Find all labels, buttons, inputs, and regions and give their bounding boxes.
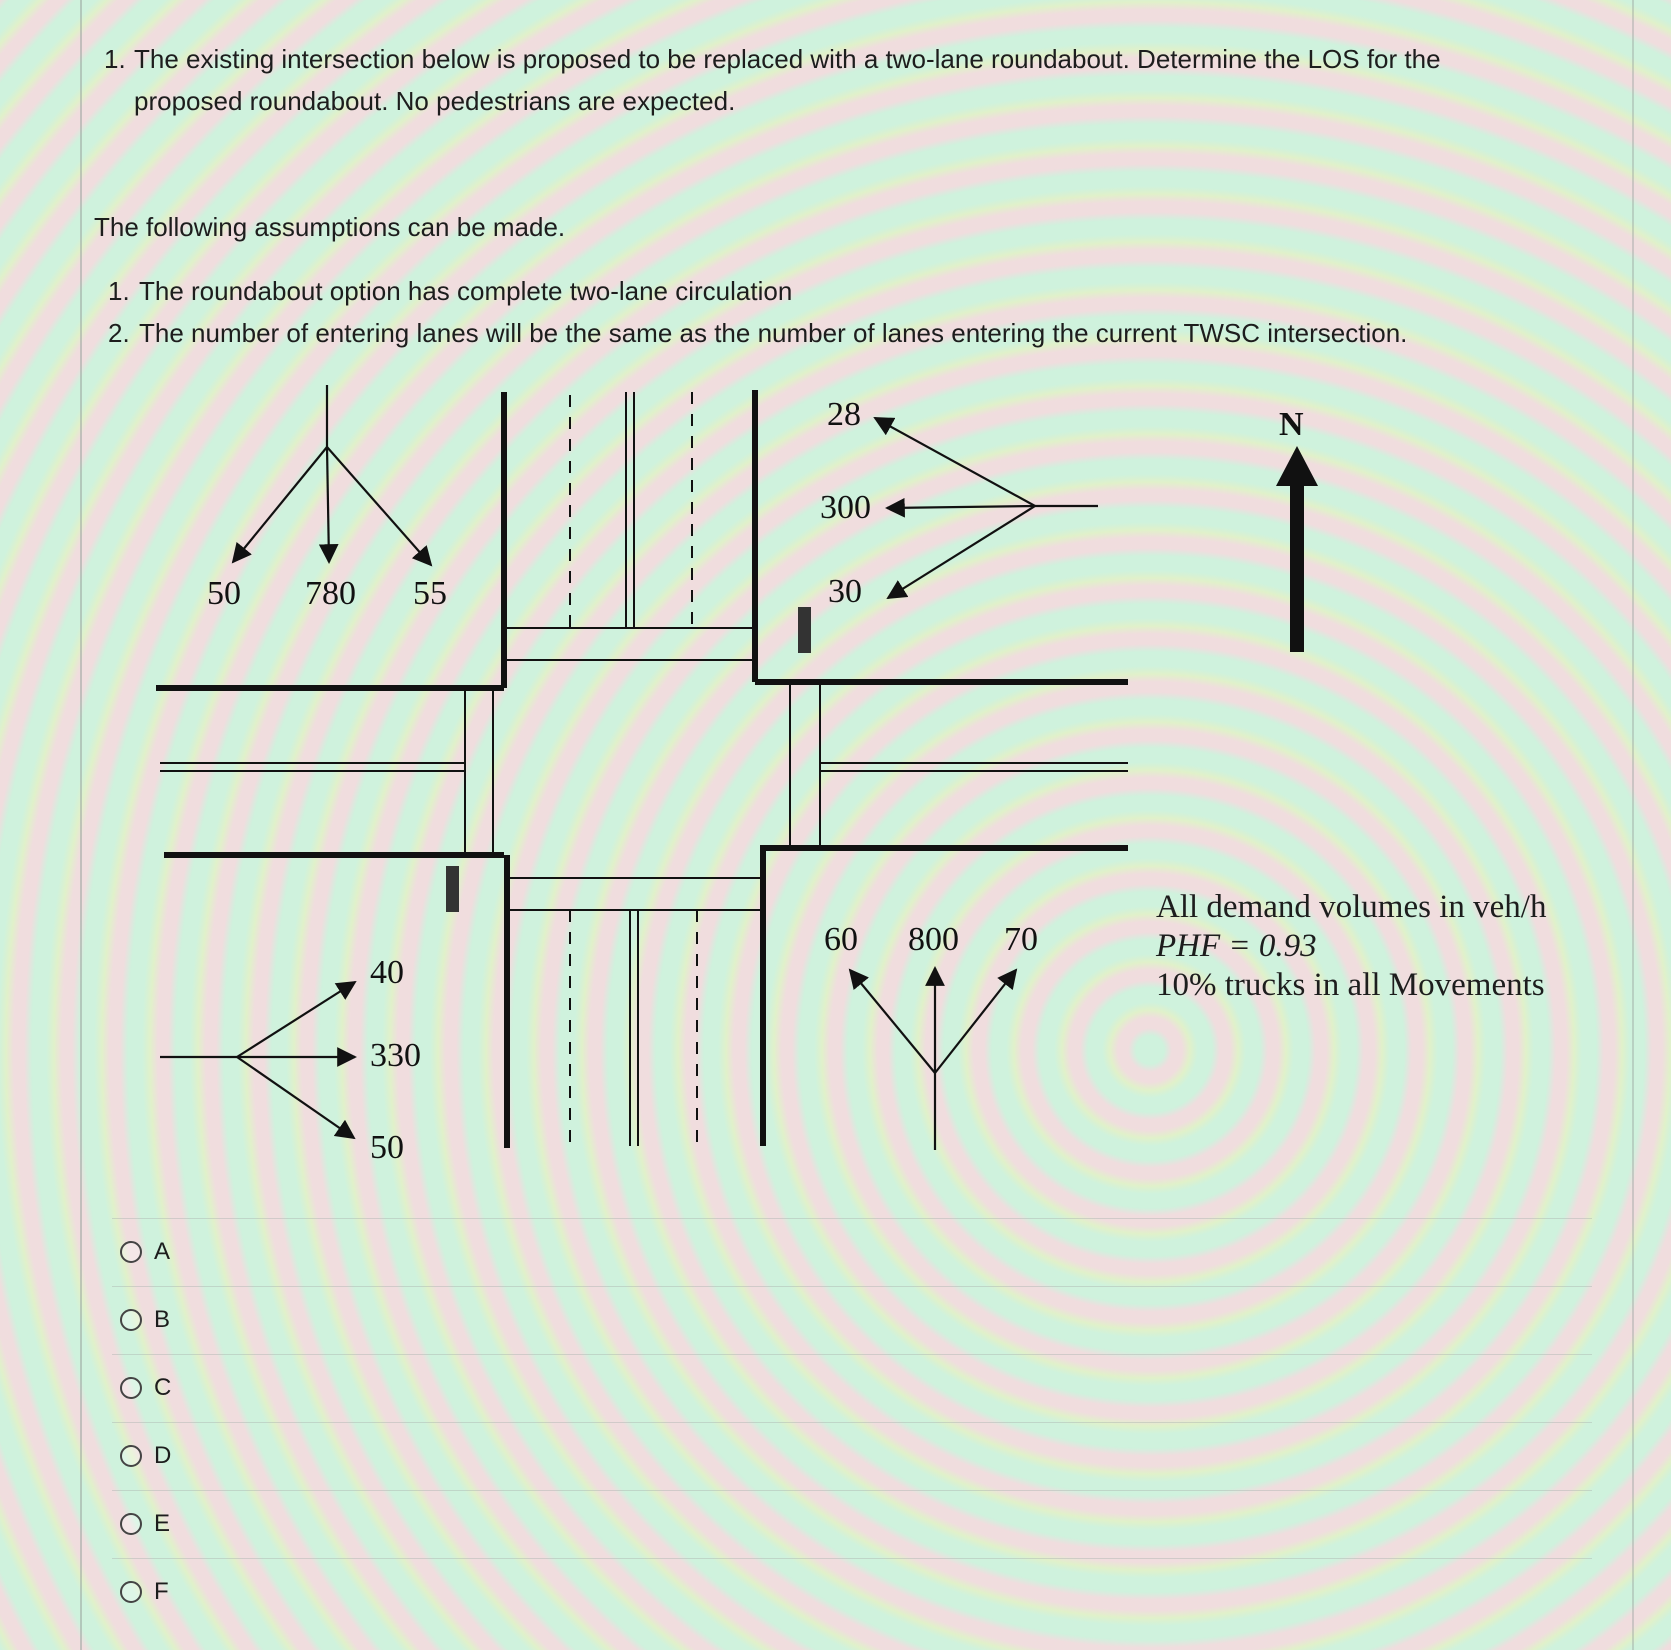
option-label: E: [154, 1510, 171, 1537]
southbound-left-arrow: [327, 447, 431, 565]
assumption-2-number: 2.: [108, 318, 130, 348]
northbound-right-volume: 70: [1004, 921, 1038, 958]
southbound-through-volume: 780: [305, 575, 356, 612]
northbound-movement-arrows: [850, 968, 1016, 1150]
westbound-through-volume: 300: [820, 489, 871, 526]
north-label: N: [1279, 406, 1304, 443]
southbound-right-arrow: [233, 447, 327, 562]
answer-option-e[interactable]: [112, 1490, 1592, 1557]
road-geometry: [156, 390, 1128, 1148]
westbound-right-volume: 28: [827, 396, 861, 433]
north-arrow-icon: [1276, 446, 1318, 652]
westbound-left-arrow: [888, 506, 1035, 598]
answer-option-d[interactable]: [112, 1422, 1592, 1489]
notes-phf: PHF = 0.93: [1156, 928, 1317, 964]
radio-icon[interactable]: [120, 1445, 142, 1467]
assumptions-intro: The following assumptions can be made.: [94, 212, 566, 242]
option-label: D: [154, 1442, 172, 1469]
eastbound-movement-arrows: [160, 982, 355, 1138]
westbound-through-arrow: [887, 506, 1035, 508]
option-label: F: [154, 1578, 169, 1605]
stop-sign-northeast: [798, 607, 811, 653]
northbound-left-arrow: [850, 970, 935, 1073]
westbound-left-volume: 30: [828, 573, 862, 610]
notes-trucks: 10% trucks in all Movements: [1156, 967, 1545, 1003]
answer-option-f[interactable]: [112, 1558, 1592, 1625]
eastbound-left-volume: 40: [370, 954, 404, 991]
assumption-2-text: The number of entering lanes will be the same as the number of lanes entering the current TWSC intersection.: [139, 318, 1408, 348]
southbound-movement-arrows: [233, 385, 431, 565]
diagram-notes: [1156, 888, 1546, 1005]
westbound-movement-arrows: [875, 418, 1098, 598]
eastbound-right-volume: 50: [370, 1129, 404, 1166]
answer-option-a[interactable]: [112, 1218, 1592, 1285]
option-label: B: [154, 1306, 171, 1333]
northbound-through-volume: 800: [908, 921, 959, 958]
notes-demand-units: All demand volumes in veh/h: [1156, 889, 1547, 925]
question-number: 1.: [104, 44, 126, 74]
answer-option-b[interactable]: [112, 1286, 1592, 1353]
assumption-1-text: The roundabout option has complete two-lane circulation: [139, 276, 793, 306]
option-label: C: [154, 1374, 172, 1401]
assumption-1-number: 1.: [108, 276, 130, 306]
question-text-line1: The existing intersection below is proposed to be replaced with a two-lane roundabout. Determine the LOS for the: [134, 44, 1441, 74]
stop-sign-southwest: [446, 866, 459, 912]
northbound-left-volume: 60: [824, 921, 858, 958]
radio-icon[interactable]: [120, 1513, 142, 1535]
eastbound-right-arrow: [237, 1057, 354, 1138]
northbound-right-arrow: [935, 970, 1016, 1073]
radio-icon[interactable]: [120, 1309, 142, 1331]
radio-icon[interactable]: [120, 1581, 142, 1603]
eastbound-left-arrow: [237, 982, 355, 1057]
westbound-right-arrow: [875, 418, 1035, 506]
answer-option-c[interactable]: [112, 1354, 1592, 1421]
southbound-through-arrow: [327, 447, 329, 562]
southbound-left-volume: 55: [413, 575, 447, 612]
southbound-right-volume: 50: [207, 575, 241, 612]
question-text-line2: proposed roundabout. No pedestrians are expected.: [134, 86, 736, 116]
eastbound-through-volume: 330: [370, 1037, 421, 1074]
radio-icon[interactable]: [120, 1377, 142, 1399]
option-label: A: [154, 1238, 171, 1265]
radio-icon[interactable]: [120, 1241, 142, 1263]
